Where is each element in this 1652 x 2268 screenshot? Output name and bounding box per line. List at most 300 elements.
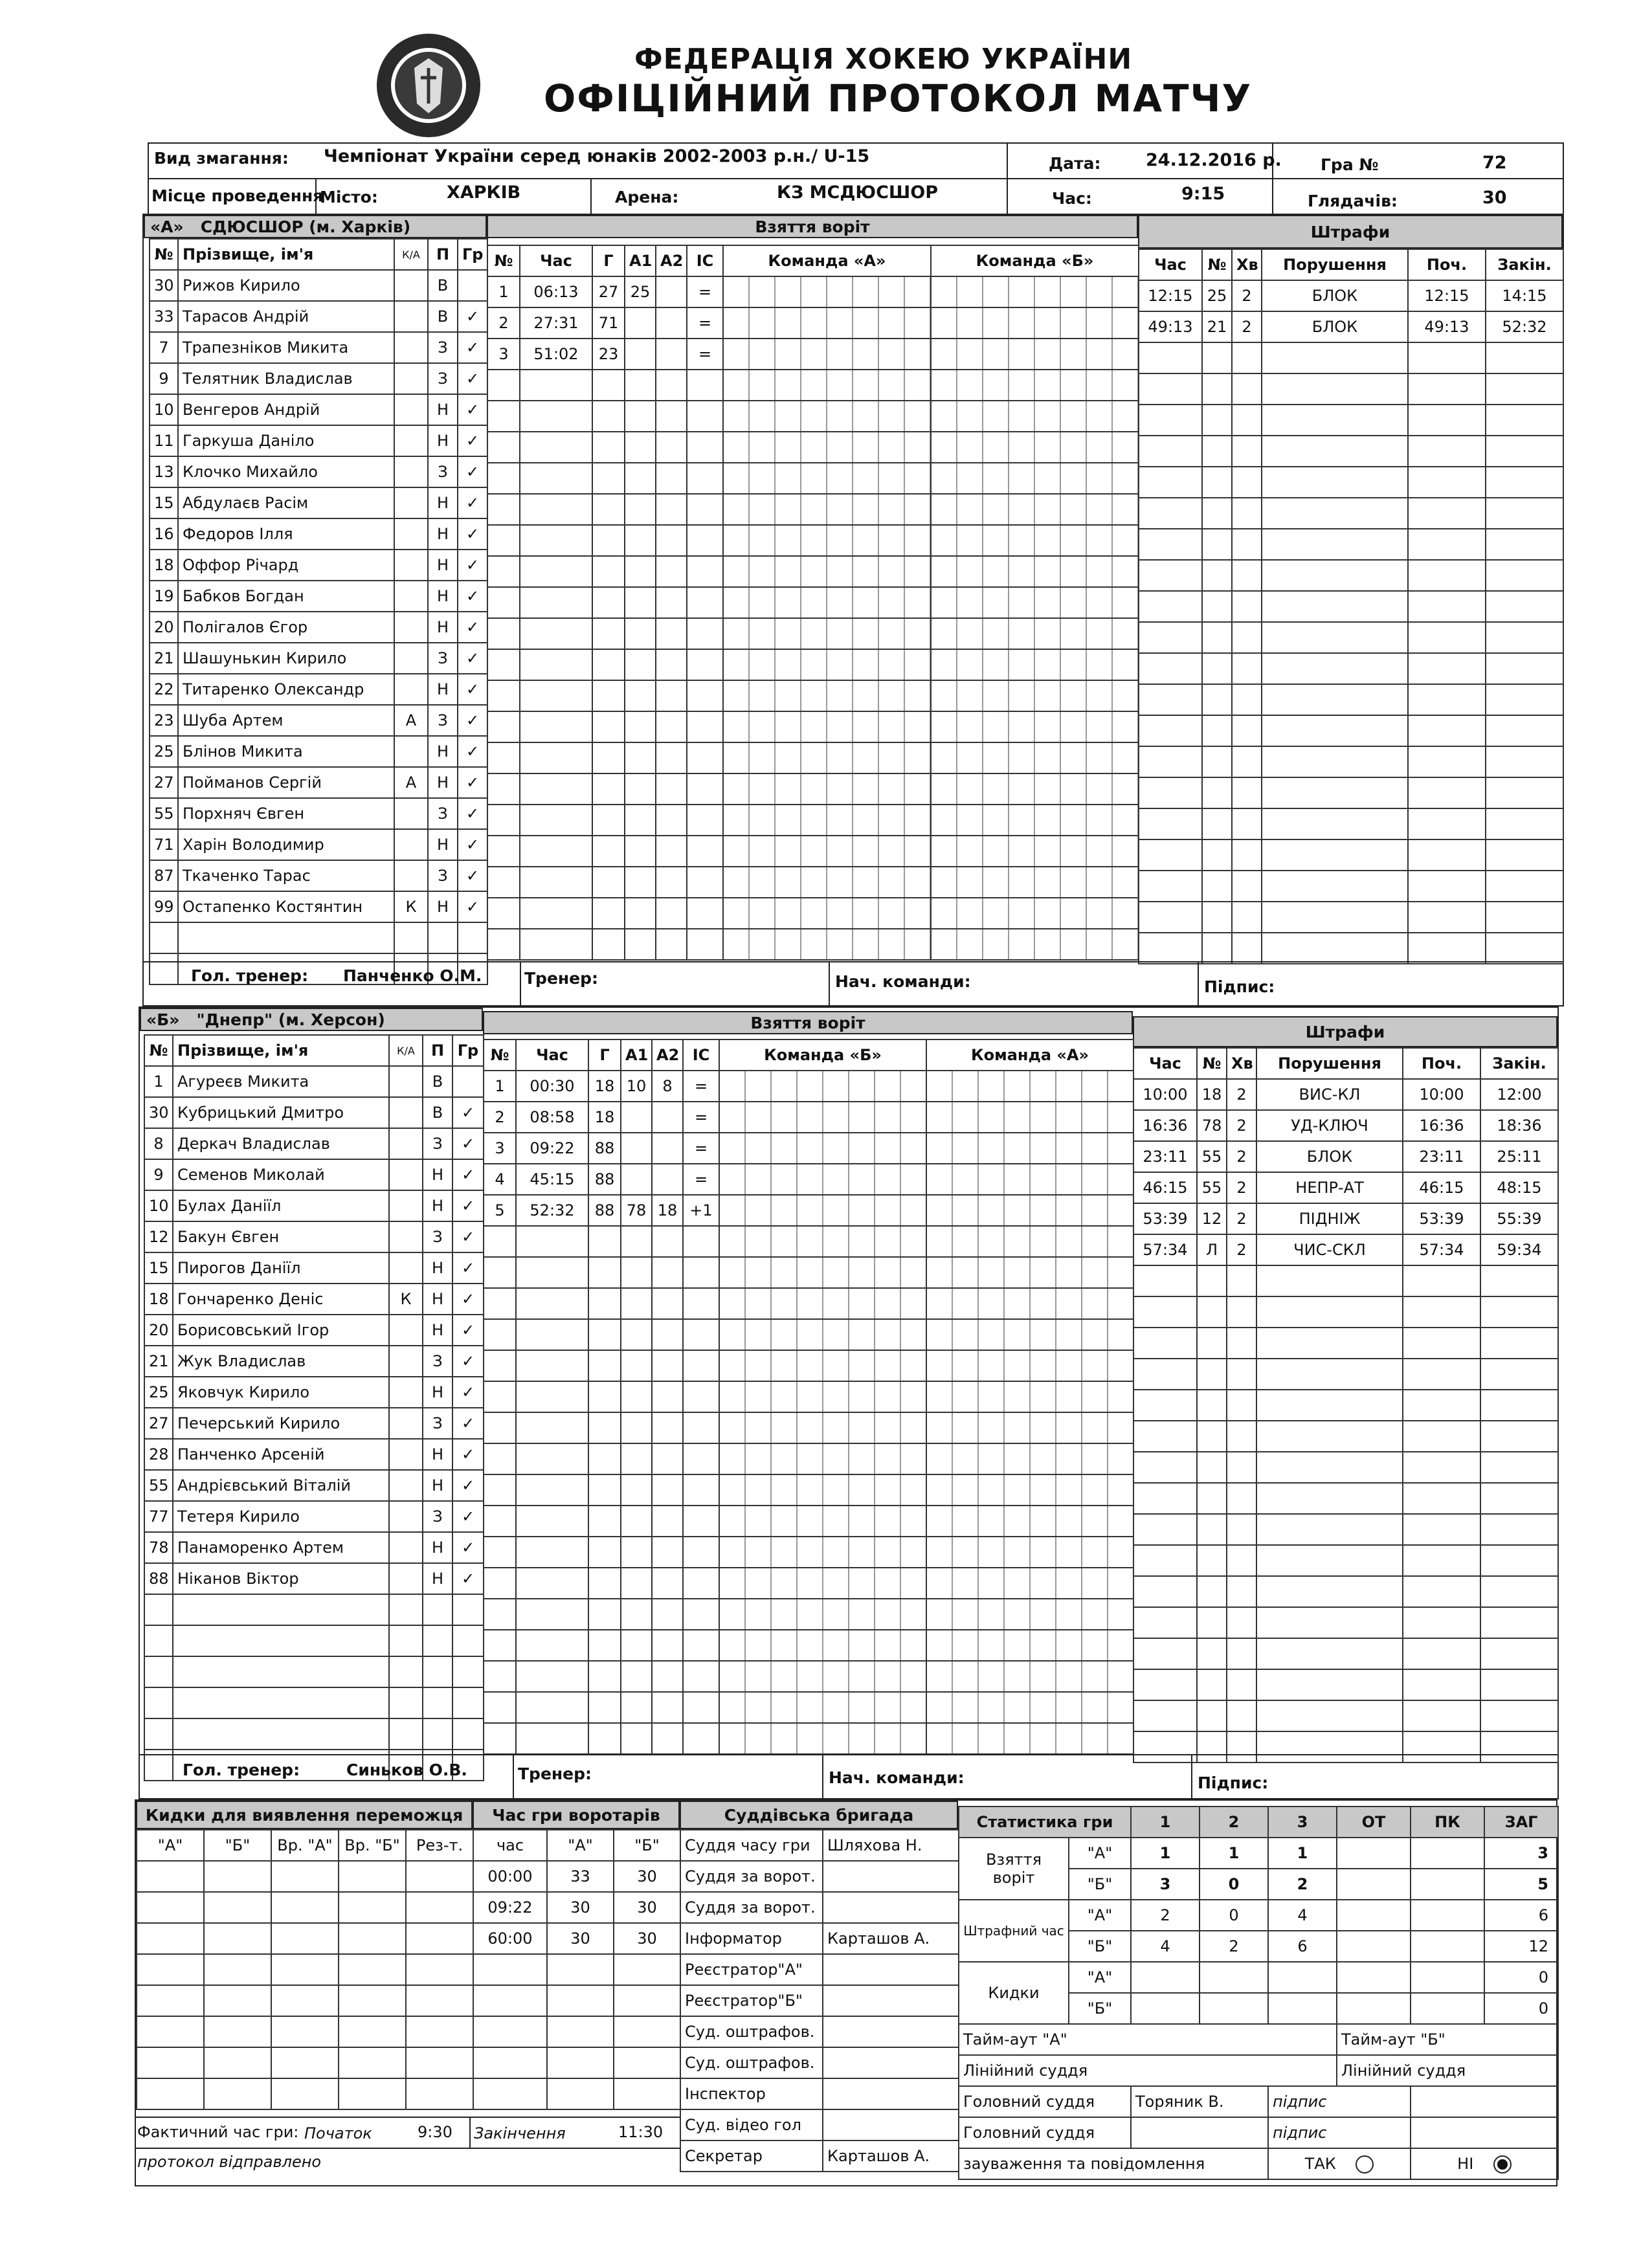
player-position: Н <box>423 1470 452 1501</box>
penalty-v <box>1256 1452 1403 1483</box>
goalie-cell <box>614 2047 680 2078</box>
penalty-e <box>1480 1545 1558 1576</box>
penalty-t: 16:36 <box>1133 1110 1197 1141</box>
player-role <box>394 332 428 363</box>
penalty-v: ВИС-КЛ <box>1256 1079 1403 1110</box>
stats-value <box>1200 1993 1268 2024</box>
team-b-roster: № Прізвище, ім'я К/А П Гр 1 Агуреєв Микита В 30 Кубрицький Дмитро В ✓ 8 Деркач Владислав З ✓ 9 Семенов Миколай Н ✓ 10 Булах Даніїл Н ✓ 12 Бакун Євген З ✓ 15 Пирогов Даніїл Н ✓ 18 Гончаренко Деніс К Н ✓ 20 Борисовський Ігор Н ✓ 21 Жук Владислав З ✓ 25 Яковчук Кирило Н ✓ 27 Печерський Кирило З ✓ 28 Панченко Арсеній Н ✓ 55 Андрієвський Віталій Н ✓ 77 Тетеря Кирило З ✓ 78 Панаморенко Артем Н ✓ 88 Ніканов Віктор Н ✓ <box>144 1034 484 1781</box>
penalty-m: 2 <box>1227 1234 1256 1265</box>
goal-a1 <box>621 1474 652 1506</box>
player-role <box>394 736 428 767</box>
penalty-n <box>1202 933 1232 964</box>
goal-g: 18 <box>588 1102 621 1133</box>
goalie-cell <box>473 2047 547 2078</box>
linesman-b: Лінійний суддя <box>1337 2055 1558 2086</box>
penalty-m <box>1232 933 1262 964</box>
penalty-t <box>1133 1421 1197 1452</box>
penalty-row <box>1133 1483 1558 1514</box>
game-value: 72 <box>1482 153 1507 173</box>
penalty-n <box>1197 1328 1227 1359</box>
team-b-chief-label: Нач. команди: <box>829 1768 965 1787</box>
penalty-v: БЛОК <box>1256 1141 1403 1172</box>
goal-a1 <box>625 711 656 742</box>
goal-grid-a <box>723 711 931 742</box>
goal-a1 <box>625 587 656 618</box>
remarks-yes[interactable] <box>1268 2148 1411 2179</box>
penalty-m <box>1227 1576 1256 1607</box>
goal-grid-b <box>931 432 1139 463</box>
player-position: З <box>428 332 458 363</box>
goal-is <box>687 773 723 805</box>
penalty-m <box>1227 1296 1256 1328</box>
played-check-icon: ✓ <box>458 456 487 487</box>
goal-is: = <box>687 307 723 339</box>
stats-value <box>1131 1993 1200 2024</box>
goal-n <box>484 1257 516 1288</box>
penalty-v <box>1262 684 1408 715</box>
goal-row <box>487 339 1139 370</box>
roster-row <box>150 705 487 736</box>
penalty-t <box>1139 529 1202 560</box>
penalty-row <box>1139 436 1563 467</box>
goal-g <box>588 1692 621 1723</box>
penalty-s <box>1403 1576 1480 1607</box>
player-number: 10 <box>144 1190 173 1221</box>
penalty-v <box>1262 405 1408 436</box>
penalty-row <box>1133 1421 1558 1452</box>
player-position: Н <box>428 518 458 550</box>
ref-name: Карташов А. <box>823 1923 959 1954</box>
penalty-t <box>1133 1452 1197 1483</box>
goal-is <box>683 1381 719 1412</box>
goalie-col: "А" <box>547 1830 614 1861</box>
goal-n <box>487 556 520 587</box>
goal-grid-b <box>926 1599 1133 1630</box>
player-role <box>394 394 428 425</box>
roster-row <box>150 922 487 953</box>
goal-is: = <box>687 276 723 307</box>
goal-grid-b <box>931 525 1139 556</box>
goal-a1 <box>625 929 656 960</box>
goal-t <box>516 1692 588 1723</box>
goal-grid-b <box>931 680 1139 711</box>
penalty-m <box>1227 1390 1256 1421</box>
penalty-row <box>1133 1545 1558 1576</box>
goal-g <box>592 929 625 960</box>
player-number: 18 <box>150 550 178 581</box>
goal-grid-b <box>926 1692 1133 1723</box>
stats-value <box>1337 1993 1411 2024</box>
goal-t <box>516 1723 588 1754</box>
roster-row <box>144 1221 484 1252</box>
player-number: 28 <box>144 1439 173 1470</box>
goal-n <box>487 494 520 525</box>
player-role <box>394 612 428 643</box>
federation-title: ФЕДЕРАЦІЯ ХОКЕЮ УКРАЇНИ <box>634 43 1133 76</box>
penalty-m: 2 <box>1232 311 1262 342</box>
goal-a2 <box>652 1133 683 1164</box>
penalty-t <box>1139 902 1202 933</box>
goal-is <box>683 1412 719 1443</box>
player-role <box>389 1128 423 1159</box>
penalty-n <box>1202 777 1232 808</box>
penalty-row <box>1139 467 1563 498</box>
penalty-e <box>1486 529 1563 560</box>
referee-signature-1: підпис <box>1268 2086 1411 2117</box>
roster-row <box>144 1594 484 1625</box>
player-role <box>394 643 428 674</box>
penalty-m <box>1232 342 1262 373</box>
remarks-no[interactable] <box>1411 2148 1558 2179</box>
goal-grid-b <box>931 836 1139 867</box>
goal-a1 <box>621 1692 652 1723</box>
goal-a1 <box>621 1288 652 1319</box>
goal-is <box>683 1599 719 1630</box>
goal-a2 <box>656 587 687 618</box>
penalty-n <box>1202 560 1232 591</box>
penalty-v <box>1262 467 1408 498</box>
goal-grid-a <box>723 742 931 773</box>
goalie-cell <box>547 1954 614 1985</box>
stats-value <box>1337 1962 1411 1993</box>
player-name: Панаморенко Артем <box>173 1532 389 1563</box>
goal-t: 52:32 <box>516 1195 588 1226</box>
player-position: Н <box>423 1563 452 1594</box>
goal-is <box>683 1443 719 1474</box>
goal-g <box>588 1412 621 1443</box>
goal-g: 27 <box>592 276 625 307</box>
goal-a1 <box>625 494 656 525</box>
goalie-cell <box>473 2078 547 2109</box>
goal-g <box>592 898 625 929</box>
goal-grid-a <box>719 1350 926 1381</box>
goal-row <box>484 1692 1133 1723</box>
goal-t <box>520 742 592 773</box>
goal-n <box>487 401 520 432</box>
player-role <box>394 798 428 829</box>
goal-n: 5 <box>484 1195 516 1226</box>
penalty-n <box>1202 715 1232 746</box>
goal-n <box>484 1350 516 1381</box>
ref-name <box>823 2047 959 2078</box>
team-b-name: "Днепр" (м. Херсон) <box>196 1010 385 1029</box>
goal-g <box>588 1723 621 1754</box>
goalie-cell <box>614 2016 680 2047</box>
penalty-v <box>1256 1700 1403 1731</box>
player-number: 30 <box>150 270 178 301</box>
penalty-s <box>1408 808 1486 839</box>
player-number <box>144 1656 173 1687</box>
penalty-n <box>1197 1638 1227 1669</box>
goal-t: 09:22 <box>516 1133 588 1164</box>
goalie-cell <box>473 1954 547 1985</box>
penalty-m <box>1232 529 1262 560</box>
goal-a1 <box>625 773 656 805</box>
goal-a2: 18 <box>652 1195 683 1226</box>
penalty-row <box>1133 1110 1558 1141</box>
penalty-s <box>1403 1607 1480 1638</box>
shootout-cell <box>339 1923 406 1954</box>
player-role <box>389 1532 423 1563</box>
goal-is: = <box>683 1164 719 1195</box>
penalty-e <box>1486 808 1563 839</box>
played-check-icon: ✓ <box>452 1190 484 1221</box>
stats-goals-label: Взяття воріт <box>959 1838 1069 1900</box>
player-position <box>423 1687 452 1718</box>
penalty-s <box>1403 1296 1480 1328</box>
shootout-cell <box>339 2047 406 2078</box>
penalty-v <box>1256 1328 1403 1359</box>
goal-grid-a <box>719 1599 926 1630</box>
penalty-t <box>1133 1296 1197 1328</box>
goalie-cell: 33 <box>547 1861 614 1892</box>
roster-row <box>144 1252 484 1284</box>
penalty-e <box>1480 1514 1558 1545</box>
shootout-col: Вр. "Б" <box>339 1830 406 1861</box>
goal-a2 <box>656 929 687 960</box>
penalty-v <box>1256 1731 1403 1762</box>
roster-row <box>150 767 487 798</box>
penalty-m <box>1227 1638 1256 1669</box>
penalty-t <box>1139 808 1202 839</box>
goal-a1 <box>621 1102 652 1133</box>
stats-value: 1 <box>1200 1838 1268 1869</box>
goal-n <box>484 1692 516 1723</box>
goal-a2 <box>656 401 687 432</box>
player-name: Пирогов Даніїл <box>173 1252 389 1284</box>
penalty-row <box>1139 871 1563 902</box>
penalty-v: ЧИС-СКЛ <box>1256 1234 1403 1265</box>
goal-grid-a <box>723 618 931 649</box>
penalty-e: 52:32 <box>1486 311 1563 342</box>
penalty-s <box>1408 467 1486 498</box>
player-role <box>394 363 428 394</box>
penalty-v <box>1262 373 1408 405</box>
penalty-e <box>1486 591 1563 622</box>
played-check-icon: ✓ <box>452 1159 484 1190</box>
goal-a1 <box>621 1350 652 1381</box>
goal-t: 00:30 <box>516 1071 588 1102</box>
goal-a1 <box>625 649 656 680</box>
goal-a1 <box>621 1226 652 1257</box>
played-check-icon: ✓ <box>452 1470 484 1501</box>
stats-value <box>1337 1931 1411 1962</box>
goal-n: 4 <box>484 1164 516 1195</box>
player-name: Полігалов Єгор <box>178 612 394 643</box>
goal-grid-b <box>931 339 1139 370</box>
played-check-icon: ✓ <box>458 767 487 798</box>
penalty-m <box>1227 1328 1256 1359</box>
player-number <box>144 1594 173 1625</box>
roster-row <box>144 1190 484 1221</box>
penalty-m: 2 <box>1227 1172 1256 1203</box>
stats-value: 4 <box>1131 1931 1200 1962</box>
goal-a2 <box>652 1599 683 1630</box>
ref-name <box>823 2078 959 2109</box>
goalie-cell: 30 <box>614 1892 680 1923</box>
shootout-cell <box>339 2078 406 2109</box>
player-role <box>389 1656 423 1687</box>
goal-g <box>592 773 625 805</box>
goal-row <box>484 1319 1133 1350</box>
goal-n <box>487 463 520 494</box>
goal-t <box>516 1288 588 1319</box>
roster-row <box>150 798 487 829</box>
timeout-b: Тайм-аут "Б" <box>1337 2024 1558 2055</box>
played-check-icon <box>452 1625 484 1656</box>
penalty-v <box>1262 777 1408 808</box>
penalty-t <box>1133 1545 1197 1576</box>
played-check-icon: ✓ <box>458 425 487 456</box>
competition-label: Вид змагання: <box>154 149 289 168</box>
goalie-cell <box>614 1954 680 1985</box>
goal-a1 <box>621 1443 652 1474</box>
goal-a1 <box>621 1257 652 1288</box>
penalty-t <box>1139 436 1202 467</box>
player-number: 25 <box>144 1377 173 1408</box>
played-check-icon: ✓ <box>458 518 487 550</box>
penalty-row <box>1139 311 1563 342</box>
radio-empty-icon[interactable] <box>1356 2155 1374 2174</box>
goal-row <box>484 1443 1133 1474</box>
player-name <box>178 922 394 953</box>
goal-t <box>520 525 592 556</box>
goal-grid-a <box>723 432 931 463</box>
player-role <box>394 829 428 860</box>
player-position: Н <box>428 736 458 767</box>
penalty-m <box>1232 839 1262 871</box>
player-name: Абдулаєв Расім <box>178 487 394 518</box>
shootout-cell <box>406 2047 473 2078</box>
goal-a1 <box>621 1164 652 1195</box>
ref-name <box>823 1985 959 2016</box>
goal-a1 <box>621 1412 652 1443</box>
penalty-n <box>1202 684 1232 715</box>
goal-grid-b <box>931 649 1139 680</box>
player-role <box>389 1470 423 1501</box>
goal-t <box>516 1568 588 1599</box>
penalty-m <box>1227 1731 1256 1762</box>
goal-is <box>683 1257 719 1288</box>
goal-is <box>683 1288 719 1319</box>
penalty-s: 16:36 <box>1403 1110 1480 1141</box>
player-name <box>173 1656 389 1687</box>
player-number: 8 <box>144 1128 173 1159</box>
goal-a1: 78 <box>621 1195 652 1226</box>
goal-a2: 8 <box>652 1071 683 1102</box>
ref-role: Суд. відео гол <box>680 2109 823 2140</box>
shootout-cell <box>137 1861 204 1892</box>
penalty-n: 18 <box>1197 1079 1227 1110</box>
penalty-v <box>1262 436 1408 467</box>
penalty-m <box>1227 1514 1256 1545</box>
player-number: 20 <box>144 1315 173 1346</box>
goal-a2 <box>656 649 687 680</box>
player-name: Ніканов Віктор <box>173 1563 389 1594</box>
goal-g <box>592 805 625 836</box>
penalty-s: 10:00 <box>1403 1079 1480 1110</box>
radio-filled-icon[interactable] <box>1493 2155 1512 2174</box>
goal-n <box>484 1381 516 1412</box>
goal-is <box>683 1692 719 1723</box>
ref-role: Інспектор <box>680 2078 823 2109</box>
goal-row <box>487 370 1139 401</box>
goalie-cell: 30 <box>547 1892 614 1923</box>
penalty-row <box>1139 560 1563 591</box>
penalty-e <box>1480 1296 1558 1328</box>
goalie-col: час <box>473 1830 547 1861</box>
penalty-s <box>1403 1669 1480 1700</box>
goal-g <box>592 401 625 432</box>
player-number: 7 <box>150 332 178 363</box>
stats-row-b: "Б" <box>1069 1993 1131 2024</box>
penalty-e <box>1480 1359 1558 1390</box>
goal-a2 <box>652 1257 683 1288</box>
player-position: З <box>428 456 458 487</box>
penalty-e <box>1480 1731 1558 1762</box>
goal-t <box>520 680 592 711</box>
penalty-s <box>1408 871 1486 902</box>
goal-grid-b <box>931 556 1139 587</box>
played-check-icon: ✓ <box>458 829 487 860</box>
penalty-n <box>1202 436 1232 467</box>
player-position: Н <box>428 674 458 705</box>
penalty-n <box>1197 1296 1227 1328</box>
shootout-cell <box>204 1985 271 2016</box>
penalty-m <box>1232 498 1262 529</box>
goal-g <box>592 836 625 867</box>
goal-grid-b <box>931 711 1139 742</box>
penalty-s <box>1408 342 1486 373</box>
goal-row <box>484 1568 1133 1599</box>
goal-n <box>484 1568 516 1599</box>
goal-grid-a <box>723 307 931 339</box>
player-role <box>389 1408 423 1439</box>
goal-t <box>520 463 592 494</box>
goal-is <box>687 494 723 525</box>
player-position: Н <box>423 1532 452 1563</box>
penalty-e <box>1486 653 1563 684</box>
stats-row-a: "А" <box>1069 1900 1131 1931</box>
penalty-e: 48:15 <box>1480 1172 1558 1203</box>
goalie-cell: 30 <box>547 1923 614 1954</box>
penalty-m: 2 <box>1232 280 1262 311</box>
penalty-row <box>1133 1700 1558 1731</box>
goal-row <box>487 401 1139 432</box>
stats-row-a: "А" <box>1069 1962 1131 1993</box>
penalty-s <box>1408 436 1486 467</box>
played-check-icon: ✓ <box>452 1284 484 1315</box>
played-check-icon: ✓ <box>452 1501 484 1532</box>
goal-t <box>520 711 592 742</box>
player-name: Оффор Річард <box>178 550 394 581</box>
goal-n <box>487 742 520 773</box>
penalty-m <box>1227 1700 1256 1731</box>
shootout-cell <box>271 1954 339 1985</box>
goal-row <box>484 1599 1133 1630</box>
goal-t <box>516 1319 588 1350</box>
referee-signature-2: підпис <box>1268 2117 1411 2148</box>
player-role <box>394 581 428 612</box>
player-role <box>389 1066 423 1097</box>
stats-value: 1 <box>1131 1838 1200 1869</box>
penalty-s <box>1408 591 1486 622</box>
player-number: 78 <box>144 1532 173 1563</box>
penalty-e <box>1486 839 1563 871</box>
city-value: ХАРКІВ <box>447 183 521 203</box>
player-number: 55 <box>150 798 178 829</box>
played-check-icon: ✓ <box>458 301 487 332</box>
